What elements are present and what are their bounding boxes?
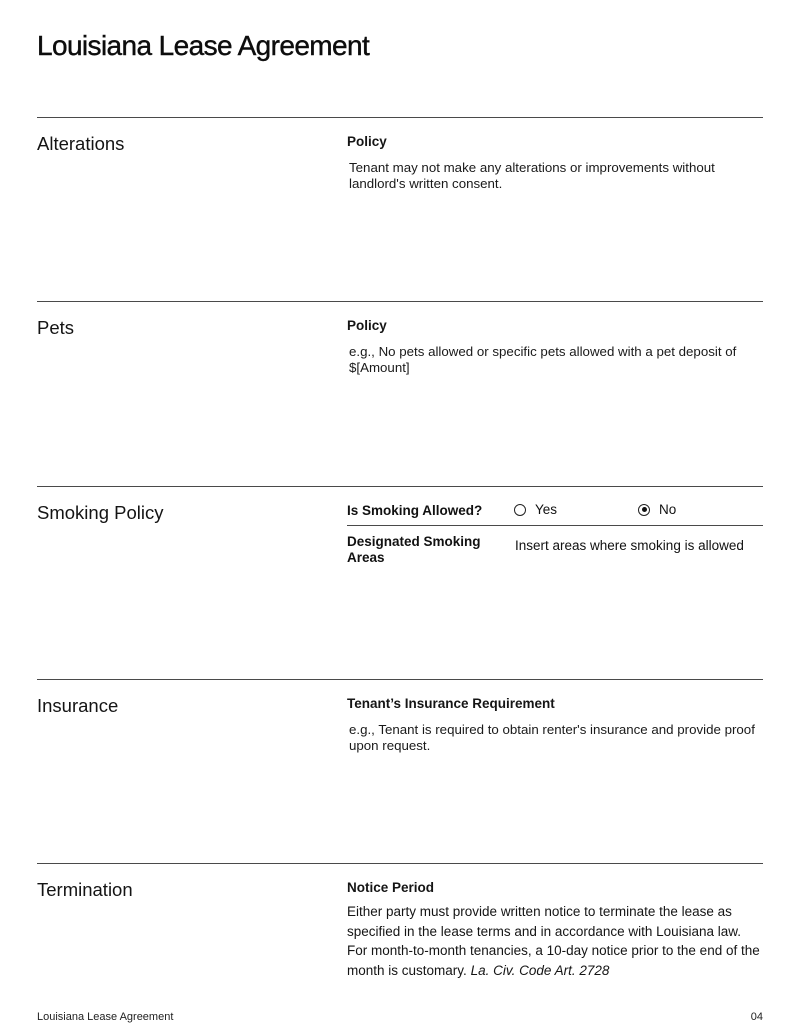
insurance-field	[347, 696, 763, 754]
alterations-policy-label: Policy	[347, 134, 387, 149]
notice-period-line2: For month-to-month tenancies, a 10-day notice prior to the end of the month is customary.	[347, 943, 760, 978]
alterations-field	[347, 134, 763, 192]
section-heading-smoking: Smoking Policy	[37, 502, 164, 523]
page-title: Louisiana Lease Agreement	[37, 30, 370, 61]
alterations-policy-value[interactable]: Tenant may not make any alterations or improvements without landlord's written consent.	[349, 160, 715, 191]
smoking-option-yes[interactable]	[514, 502, 557, 517]
section-termination	[37, 863, 763, 993]
notice-period-value[interactable]	[347, 902, 763, 980]
section-smoking	[37, 486, 763, 679]
smoking-option-no[interactable]	[638, 502, 676, 517]
footer-document-name: Louisiana Lease Agreement	[37, 1011, 174, 1023]
termination-field	[347, 880, 763, 980]
smoking-allowed-label: Is Smoking Allowed?	[347, 503, 483, 518]
radio-yes-label: Yes	[535, 502, 558, 517]
pets-policy-value[interactable]: e.g., No pets allowed or specific pets allowed with a pet deposit of $[Amount]	[349, 344, 737, 375]
pets-field	[347, 318, 763, 376]
section-pets	[37, 301, 763, 486]
radio-yes[interactable]	[514, 504, 526, 516]
footer-page-number: 04	[750, 1011, 763, 1023]
section-alterations	[37, 117, 763, 302]
section-heading-alterations: Alterations	[37, 133, 125, 154]
legal-citation: La. Civ. Code Art. 2728	[470, 962, 610, 978]
section-heading-termination: Termination	[37, 879, 133, 900]
designated-areas-value[interactable]: Insert areas where smoking is allowed	[515, 538, 744, 553]
radio-no-label: No	[659, 502, 677, 517]
notice-period-label: Notice Period	[347, 880, 435, 895]
smoking-allowed-row	[347, 487, 763, 526]
section-heading-insurance: Insurance	[37, 695, 119, 716]
insurance-requirement-label: Tenant’s Insurance Requirement	[347, 696, 555, 711]
notice-period-line1: Either party must provide written notice to terminate the lease as specified in the lease terms and in accordance with Louisiana law.	[347, 904, 741, 939]
designated-areas-label: Designated Smoking Areas	[347, 534, 481, 565]
radio-no-selected[interactable]	[638, 504, 650, 516]
pets-policy-label: Policy	[347, 318, 387, 333]
section-insurance	[37, 679, 763, 864]
section-heading-pets: Pets	[37, 317, 75, 338]
insurance-requirement-value[interactable]: e.g., Tenant is required to obtain renter's insurance and provide proof upon request.	[349, 722, 755, 753]
